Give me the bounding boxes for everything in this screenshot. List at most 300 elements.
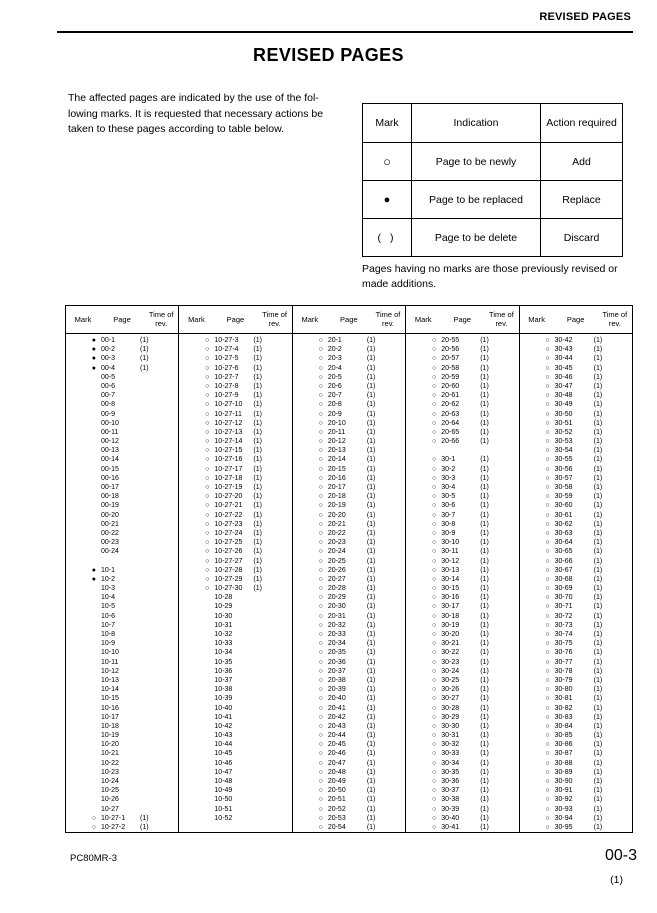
revision-row xyxy=(406,768,518,777)
page-number: 00-11 xyxy=(101,428,119,436)
time-of-revision xyxy=(140,676,178,685)
page-number: 20-48 xyxy=(327,768,346,776)
page-number: 30-40 xyxy=(441,814,460,822)
time-of-revision: (1) xyxy=(480,511,489,519)
revision-row xyxy=(406,529,518,538)
time-of-revision: (1) xyxy=(366,575,376,583)
time-of-revision: (1) xyxy=(480,566,489,574)
time-of-revision: (1) xyxy=(253,493,262,501)
time-of-revision: (1) xyxy=(480,686,489,694)
revision-row xyxy=(520,345,632,354)
page-number: 20-43 xyxy=(327,722,346,730)
page-number: 20-28 xyxy=(327,585,346,593)
open-circle-mark-icon: ○ xyxy=(205,364,210,372)
open-circle-mark-icon: ○ xyxy=(318,419,323,427)
revision-row xyxy=(66,446,178,455)
page-number: 30-75 xyxy=(554,640,573,648)
time-of-revision xyxy=(140,731,178,740)
mark-cell xyxy=(66,465,96,474)
page-number: 30-66 xyxy=(554,557,573,565)
open-circle-mark-icon: ○ xyxy=(205,355,210,363)
revision-row xyxy=(179,786,291,795)
revision-row xyxy=(293,731,405,740)
time-of-revision: (1) xyxy=(366,667,376,675)
time-of-revision: (1) xyxy=(480,796,489,804)
time-of-revision: (1) xyxy=(253,410,262,418)
mark-cell xyxy=(179,639,209,648)
page-number: 10-25 xyxy=(101,787,119,795)
open-circle-mark-icon: ○ xyxy=(545,419,550,427)
time-of-revision: (1) xyxy=(480,346,489,354)
page-number: 30-5 xyxy=(441,493,456,501)
open-circle-mark-icon: ○ xyxy=(431,557,437,565)
page-number: 10-47 xyxy=(214,768,233,776)
page-number: 30-38 xyxy=(441,796,460,804)
time-of-revision: (1) xyxy=(480,768,489,776)
page-number: 30-35 xyxy=(441,768,460,776)
revision-row xyxy=(179,345,291,354)
open-circle-mark-icon: ○ xyxy=(545,686,550,694)
page-number: 10-27-10 xyxy=(214,401,243,409)
time-of-revision: (1) xyxy=(366,520,376,528)
page-number: 20-42 xyxy=(327,713,346,721)
open-circle-mark-icon: ○ xyxy=(318,456,323,464)
page-number: 10-27-15 xyxy=(214,447,243,455)
mark-cell xyxy=(66,501,96,510)
open-circle-mark-icon: ○ xyxy=(318,337,323,344)
open-circle-mark-icon: ○ xyxy=(431,438,437,446)
time-of-revision: (1) xyxy=(593,401,603,409)
column-header-label: Page xyxy=(453,315,471,324)
legend-header-action: Action required xyxy=(541,104,623,143)
revision-row xyxy=(406,713,518,722)
revision-row xyxy=(293,584,405,593)
page-number: 30-13 xyxy=(441,566,460,574)
time-of-revision: (1) xyxy=(140,355,149,363)
time-of-revision: (1) xyxy=(366,640,376,648)
open-circle-mark-icon: ○ xyxy=(431,603,437,611)
open-circle-mark-icon: ○ xyxy=(318,768,323,776)
time-of-revision xyxy=(253,749,291,758)
open-circle-mark-icon: ○ xyxy=(205,419,210,427)
revision-row xyxy=(406,667,518,676)
page-number: 30-7 xyxy=(441,511,456,519)
page-number: 10-27-1 xyxy=(101,814,126,822)
time-of-revision xyxy=(140,501,178,510)
time-of-revision: (1) xyxy=(593,667,603,675)
page-number: 00-2 xyxy=(101,346,116,354)
revision-row xyxy=(66,749,178,758)
page-number: 10-27-23 xyxy=(214,520,243,528)
open-circle-mark-icon: ○ xyxy=(318,346,323,354)
time-of-revision: (1) xyxy=(366,557,376,565)
page-number: 20-36 xyxy=(327,658,346,666)
time-of-revision: (1) xyxy=(480,585,489,593)
open-circle-mark-icon: ○ xyxy=(545,428,550,436)
revision-row xyxy=(520,391,632,400)
revision-row xyxy=(293,602,405,611)
time-of-revision: (1) xyxy=(593,392,603,400)
mark-cell xyxy=(66,547,96,556)
open-circle-mark-icon: ○ xyxy=(431,511,437,519)
revision-row xyxy=(66,621,178,630)
open-circle-mark-icon: ○ xyxy=(318,778,323,785)
time-of-revision: (1) xyxy=(480,823,489,831)
page-number: 30-39 xyxy=(441,805,460,813)
time-of-revision: (1) xyxy=(140,337,149,344)
time-of-revision: (1) xyxy=(253,511,262,519)
time-of-revision: (1) xyxy=(480,621,489,629)
time-of-revision xyxy=(253,795,291,804)
page-number: 20-38 xyxy=(327,676,346,684)
open-circle-mark-icon: ○ xyxy=(318,750,323,758)
time-of-revision: (1) xyxy=(593,520,603,528)
time-of-revision: (1) xyxy=(366,392,376,400)
revision-row xyxy=(406,621,518,630)
revision-row xyxy=(406,759,518,768)
revision-row xyxy=(66,602,178,611)
mark-cell xyxy=(66,676,96,685)
page-number: 30-58 xyxy=(554,484,573,491)
time-of-revision: (1) xyxy=(593,585,603,593)
page-number: 30-31 xyxy=(441,732,460,740)
revision-row xyxy=(520,538,632,547)
page-number: 30-47 xyxy=(554,382,573,390)
open-circle-mark-icon: ○ xyxy=(318,796,323,804)
time-of-revision: (1) xyxy=(593,722,603,730)
revision-row xyxy=(66,713,178,722)
revision-row xyxy=(179,676,291,685)
revision-row xyxy=(179,520,291,529)
open-circle-mark-icon: ○ xyxy=(318,722,323,730)
column-header-label: Mark xyxy=(301,315,319,324)
time-of-revision: (1) xyxy=(366,566,376,574)
revision-row xyxy=(406,602,518,611)
open-circle-mark-icon: ○ xyxy=(545,732,550,740)
time-of-revision: (1) xyxy=(480,575,489,583)
revision-row xyxy=(179,428,291,437)
time-of-revision: (1) xyxy=(366,658,376,666)
page-number: 10-17 xyxy=(101,713,119,721)
revision-row xyxy=(293,474,405,483)
mark-cell xyxy=(66,694,96,703)
open-circle-mark-icon: ○ xyxy=(431,695,437,703)
revision-row xyxy=(179,557,291,566)
time-of-revision: (1) xyxy=(366,686,376,694)
page-number: 10-5 xyxy=(101,603,116,611)
revision-row xyxy=(406,483,518,492)
open-circle-mark-icon: ○ xyxy=(431,419,437,427)
page-number: 30-81 xyxy=(554,695,573,703)
column-header-label: Time of rev. xyxy=(602,310,628,328)
time-of-revision: (1) xyxy=(593,759,603,767)
page-number: 10-27-3 xyxy=(214,337,239,344)
revised-pages-table xyxy=(65,305,633,833)
page-number: 20-7 xyxy=(327,392,342,400)
filled-circle-mark-icon: ● xyxy=(91,346,96,354)
mark-cell xyxy=(179,667,209,676)
mark-cell xyxy=(179,805,209,814)
open-circle-mark-icon: ○ xyxy=(318,484,323,491)
revision-row xyxy=(406,419,518,428)
page-number: 30-71 xyxy=(554,603,573,611)
revision-row xyxy=(520,520,632,529)
revision-row xyxy=(406,557,518,566)
time-of-revision xyxy=(140,740,178,749)
mark-cell xyxy=(179,740,209,749)
page-number: 30-57 xyxy=(554,474,573,482)
revision-row xyxy=(179,382,291,391)
time-of-revision: (1) xyxy=(593,814,603,822)
page-number: 30-52 xyxy=(554,428,573,436)
page-number: 10-26 xyxy=(101,796,119,804)
open-circle-mark-icon: ○ xyxy=(205,493,210,501)
time-of-revision: (1) xyxy=(480,732,489,740)
page-number: 00-19 xyxy=(101,502,119,510)
revision-row xyxy=(293,823,405,832)
open-circle-mark-icon: ○ xyxy=(205,539,210,547)
revision-row xyxy=(520,437,632,446)
open-circle-mark-icon: ○ xyxy=(431,529,437,537)
revision-row xyxy=(293,428,405,437)
revision-row xyxy=(293,400,405,409)
open-circle-mark-icon: ○ xyxy=(431,484,437,491)
page-number: 30-49 xyxy=(554,401,573,409)
open-circle-mark-icon: ○ xyxy=(205,465,210,473)
open-circle-mark-icon: ○ xyxy=(431,594,437,602)
open-circle-mark-icon: ○ xyxy=(431,649,437,657)
open-circle-mark-icon: ○ xyxy=(318,410,323,418)
revision-row xyxy=(520,474,632,483)
revision-row xyxy=(66,419,178,428)
open-circle-mark-icon: ○ xyxy=(545,722,550,730)
page-number: 10-2 xyxy=(101,575,116,583)
time-of-revision: (1) xyxy=(480,410,489,418)
time-of-revision: (1) xyxy=(366,768,376,776)
time-of-revision: (1) xyxy=(253,575,262,583)
page-number: 20-26 xyxy=(327,566,346,574)
page-number: 20-61 xyxy=(441,392,460,400)
open-circle-mark-icon: ○ xyxy=(545,493,550,501)
time-of-revision: (1) xyxy=(593,428,603,436)
open-circle-mark-icon: ○ xyxy=(545,594,550,602)
revision-row xyxy=(293,630,405,639)
page-number: 10-27-17 xyxy=(214,465,243,473)
open-circle-mark-icon: ○ xyxy=(431,520,437,528)
page-number: 20-2 xyxy=(327,346,342,354)
revision-row xyxy=(520,492,632,501)
revision-row xyxy=(66,823,178,832)
open-circle-mark-icon: ○ xyxy=(431,704,437,712)
time-of-revision xyxy=(253,814,291,823)
mark-cell xyxy=(66,777,96,786)
page-number: 30-8 xyxy=(441,520,456,528)
revision-row xyxy=(293,722,405,731)
revision-column-body xyxy=(179,334,291,823)
revision-column xyxy=(520,306,632,832)
revision-row xyxy=(406,382,518,391)
open-circle-mark-icon: ○ xyxy=(431,778,437,785)
time-of-revision xyxy=(140,630,178,639)
open-circle-mark-icon: ○ xyxy=(318,557,323,565)
revision-row xyxy=(293,446,405,455)
page-number: 30-68 xyxy=(554,575,573,583)
time-of-revision xyxy=(140,419,178,428)
revision-row xyxy=(66,437,178,446)
page-number: 10-27-19 xyxy=(214,484,243,491)
open-circle-mark-icon: ○ xyxy=(545,787,550,795)
time-of-revision xyxy=(253,667,291,676)
open-circle-mark-icon: ○ xyxy=(545,796,550,804)
mark-cell xyxy=(66,419,96,428)
revision-row xyxy=(179,731,291,740)
revision-row xyxy=(520,648,632,657)
page-number: 30-2 xyxy=(441,465,456,473)
page-number: 30-16 xyxy=(441,594,460,602)
page-number: 20-57 xyxy=(441,355,460,363)
time-of-revision xyxy=(140,428,178,437)
revision-row xyxy=(66,483,178,492)
column-header-label: Mark xyxy=(414,315,432,324)
revision-row xyxy=(293,759,405,768)
time-of-revision: (1) xyxy=(253,566,262,574)
page-number: 10-52 xyxy=(214,814,233,822)
open-circle-mark-icon: ○ xyxy=(318,493,323,501)
revision-row xyxy=(66,410,178,419)
time-of-revision: (1) xyxy=(593,373,603,381)
revision-row xyxy=(520,731,632,740)
open-circle-mark-icon: ○ xyxy=(545,502,550,510)
page-number: 30-30 xyxy=(441,722,460,730)
revision-row xyxy=(406,428,518,437)
legend-table xyxy=(362,103,623,257)
time-of-revision xyxy=(253,740,291,749)
revision-row xyxy=(66,648,178,657)
open-circle-mark-icon: ○ xyxy=(545,585,550,593)
time-of-revision: (1) xyxy=(366,704,376,712)
page-number: 10-21 xyxy=(101,750,119,758)
page-number: 30-84 xyxy=(554,722,573,730)
time-of-revision: (1) xyxy=(253,447,262,455)
open-circle-mark-icon: ○ xyxy=(318,355,323,363)
page-number: 30-6 xyxy=(441,502,456,510)
page-number: 20-4 xyxy=(327,364,342,372)
revision-row xyxy=(179,391,291,400)
time-of-revision: (1) xyxy=(593,732,603,740)
revision-row xyxy=(293,419,405,428)
time-of-revision: (1) xyxy=(593,529,603,537)
revision-row xyxy=(406,566,518,575)
revision-row xyxy=(179,667,291,676)
page-number: 00-7 xyxy=(101,392,116,400)
time-of-revision xyxy=(253,658,291,667)
time-of-revision: (1) xyxy=(480,814,489,822)
open-circle-mark-icon: ○ xyxy=(431,502,437,510)
page-number: 20-31 xyxy=(327,612,346,620)
mark-cell xyxy=(179,648,209,657)
mark-cell xyxy=(66,511,96,520)
page-number: 30-12 xyxy=(441,557,460,565)
page-number: 20-29 xyxy=(327,594,346,602)
open-circle-mark-icon: ○ xyxy=(545,438,550,446)
revision-row xyxy=(66,612,178,621)
time-of-revision: (1) xyxy=(253,401,262,409)
time-of-revision: (1) xyxy=(366,741,376,749)
page-number: 20-51 xyxy=(327,796,346,804)
page-number: 20-63 xyxy=(441,410,460,418)
time-of-revision: (1) xyxy=(480,529,489,537)
time-of-revision: (1) xyxy=(366,594,376,602)
revision-column xyxy=(179,306,292,832)
page-number: 20-39 xyxy=(327,686,346,694)
time-of-revision xyxy=(140,658,178,667)
open-circle-mark-icon: ○ xyxy=(545,640,550,648)
revision-row xyxy=(293,667,405,676)
column-header-label: Page xyxy=(113,315,131,324)
page-number: 10-27-12 xyxy=(214,419,243,427)
time-of-revision: (1) xyxy=(366,447,376,455)
open-circle-mark-icon: ○ xyxy=(205,520,210,528)
page-number: 10-27-7 xyxy=(214,373,239,381)
time-of-revision xyxy=(253,639,291,648)
revision-row xyxy=(179,400,291,409)
page-number: 20-54 xyxy=(327,823,346,831)
page-number: 30-25 xyxy=(441,676,460,684)
revision-row xyxy=(66,474,178,483)
page-number: 20-8 xyxy=(327,401,342,409)
open-circle-mark-icon: ○ xyxy=(318,511,323,519)
page-number: 10-51 xyxy=(214,805,233,813)
open-circle-mark-icon: ○ xyxy=(318,686,323,694)
time-of-revision: (1) xyxy=(480,649,489,657)
open-circle-mark-icon: ○ xyxy=(318,594,323,602)
revision-row xyxy=(293,529,405,538)
open-circle-mark-icon: ○ xyxy=(545,511,550,519)
revision-row xyxy=(66,814,178,823)
revision-row xyxy=(293,795,405,804)
time-of-revision: (1) xyxy=(593,612,603,620)
revision-row xyxy=(293,354,405,363)
page-number: 20-53 xyxy=(327,814,346,822)
mark-cell xyxy=(179,593,209,602)
time-of-revision xyxy=(140,722,178,731)
time-of-revision: (1) xyxy=(480,401,489,409)
time-of-revision: (1) xyxy=(593,493,603,501)
page-number: 10-29 xyxy=(214,603,233,611)
open-circle-mark-icon: ○ xyxy=(545,658,550,666)
time-of-revision: (1) xyxy=(593,355,603,363)
revision-row xyxy=(66,391,178,400)
revision-row xyxy=(293,685,405,694)
open-circle-mark-icon: ○ xyxy=(318,566,323,574)
time-of-revision xyxy=(253,630,291,639)
time-of-revision: (1) xyxy=(593,768,603,776)
page-number: 10-33 xyxy=(214,640,233,648)
revision-row xyxy=(520,621,632,630)
revision-row xyxy=(406,410,518,419)
filled-circle-mark-icon: ● xyxy=(363,181,412,219)
mark-cell xyxy=(66,557,96,566)
open-circle-mark-icon: ○ xyxy=(545,548,550,556)
time-of-revision: (1) xyxy=(480,438,489,446)
page-number: 30-78 xyxy=(554,667,573,675)
revision-row xyxy=(406,538,518,547)
mark-cell xyxy=(179,768,209,777)
open-circle-mark-icon: ○ xyxy=(431,768,437,776)
open-circle-mark-icon: ○ xyxy=(205,575,210,583)
revision-row xyxy=(179,446,291,455)
page-number: 30-86 xyxy=(554,741,573,749)
